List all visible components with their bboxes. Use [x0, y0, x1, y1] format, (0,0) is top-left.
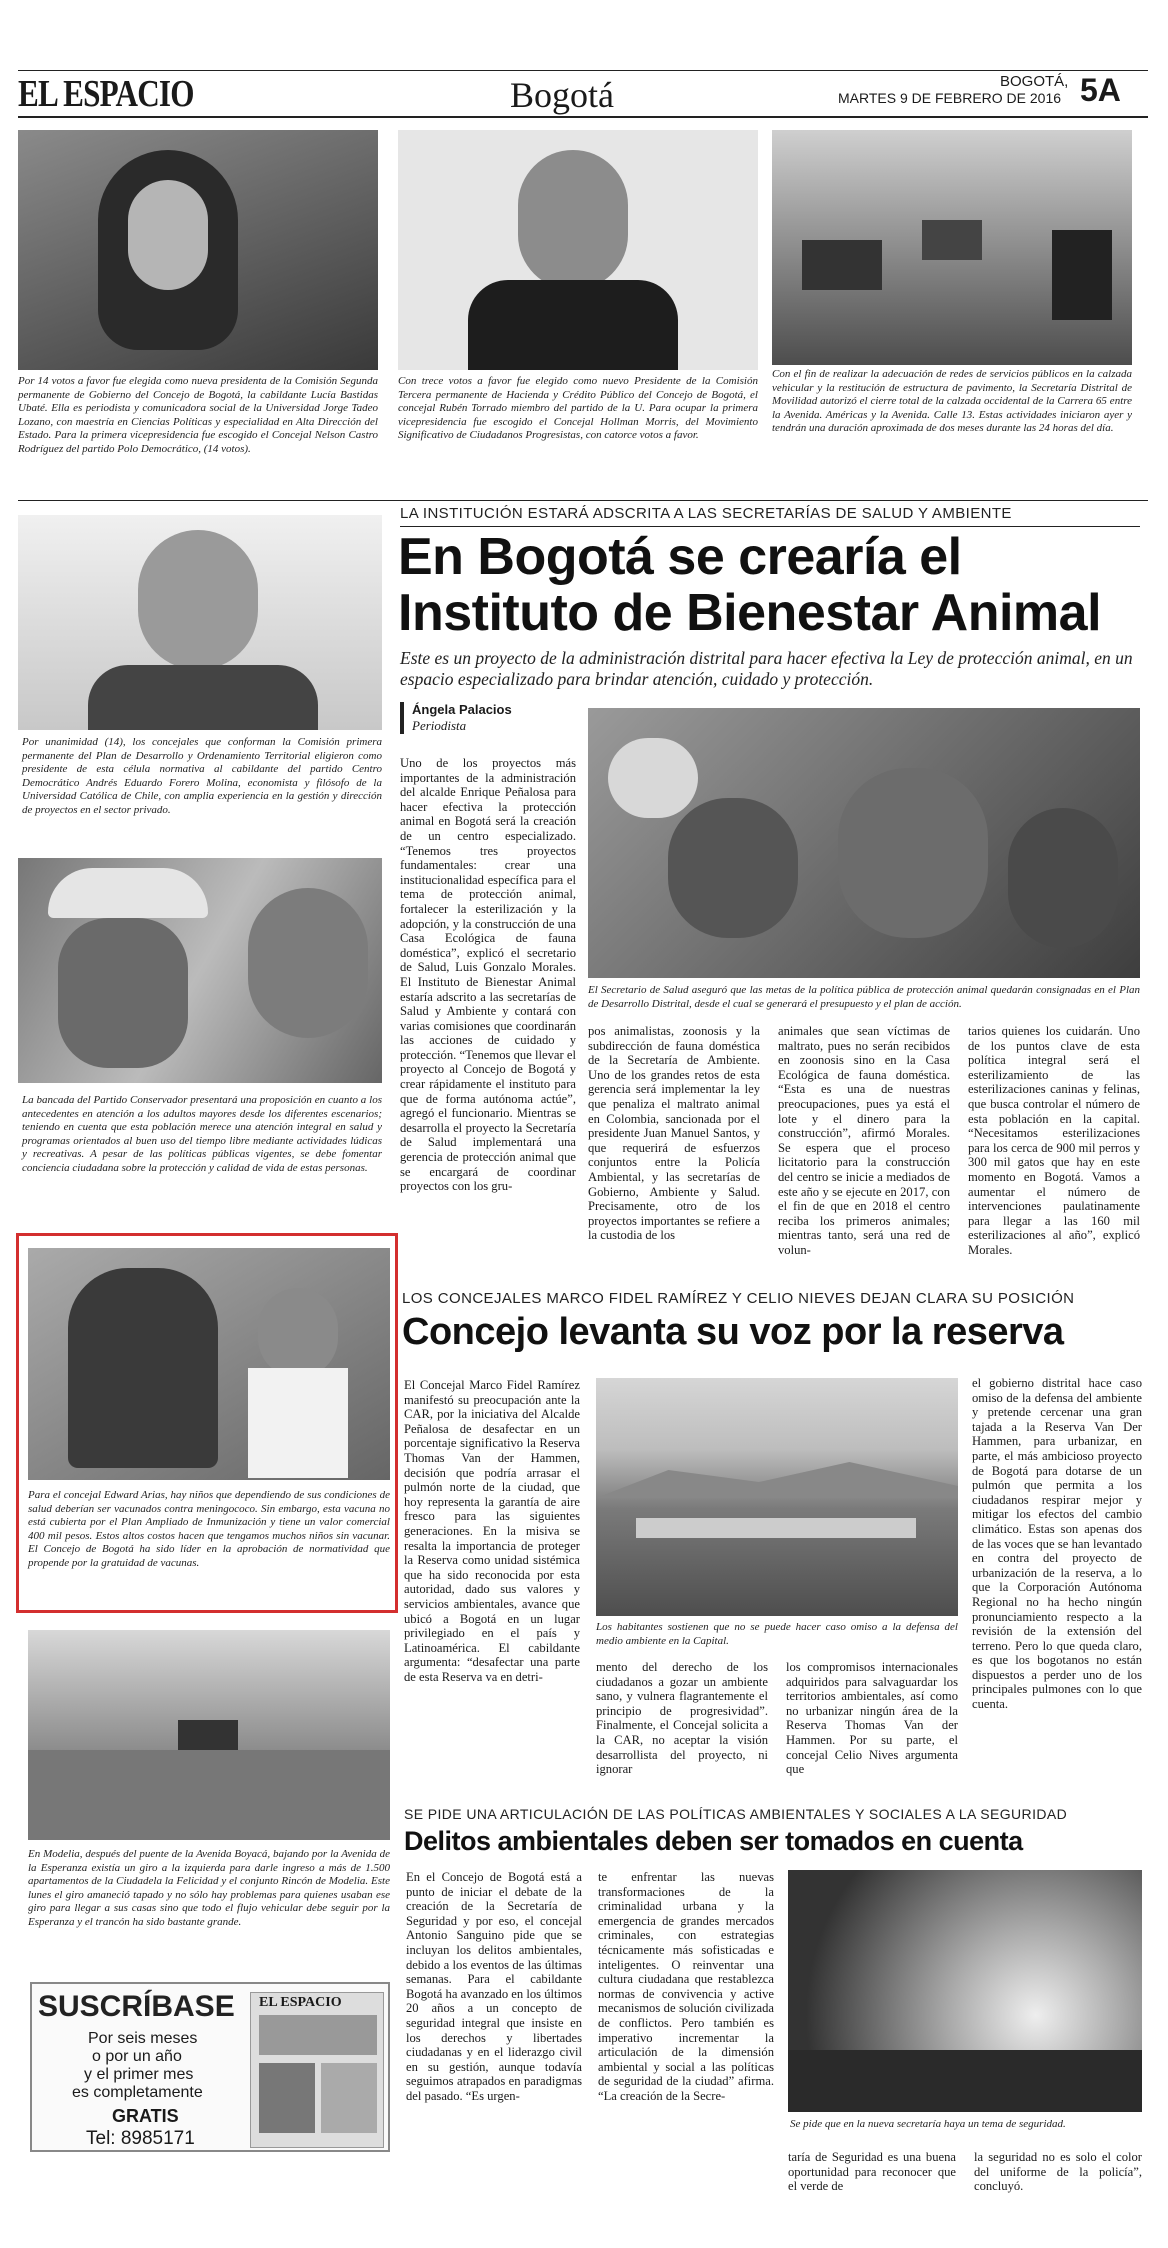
caption-carrera-65: Con el fin de realizar la adecuación de redes de servicios públicos en la calzada vehicular y la restitución de estructura de pavimento, la Secretaría Distrital de Movilidad autorizó el cierre total de la calzada occidental de la Carrera 65 entre la Avenida. Américas y la Avenida. Calle 13. Estas actividades iniciaron ayer y tendrán una duración aproximada de dos meses durante las 24 horas del día.	[772, 368, 1132, 434]
masthead-city: BOGOTÁ,	[1000, 73, 1069, 90]
article1-headline-line1: En Bogotá se crearía el	[398, 528, 962, 586]
article1-deck: Este es un proyecto de la administración distrital para hacer efectiva la Ley de protección animal, en un espacio especializado para brindar atención, cuidado y protección.	[400, 648, 1133, 689]
article1-column2: pos animalistas, zoonosis y la subdirección de fauna doméstica de la Secretaría de Ambiente. Uno de los grandes retos de esta gerencia será implementar la ley que penaliza el maltrato animal en Colombia, sancionada por el presidente Juan Manuel Santos, y que requerirá de esfuerzos conjuntos entre la Policía Ambiental, y las secretarías de Gobierno, Ambiente y Salud. Precisamente, otro de los proyectos importantes se refiere a la custodia de los	[588, 1024, 760, 1243]
masthead-section: Bogotá	[510, 75, 614, 115]
article2-column1: El Concejal Marco Fidel Ramírez manifestó su preocupación ante la CAR, por la iniciativa del Alcalde Peñalosa de desafectar en un porcentaje significativo la Reserva Thomas Van der Hammen, decisión que podría arrasar el pulmón norte de la ciudad, que hoy representa la garantía de aire fresco para las siguientes generaciones. En la misiva se resalta la importancia de proteger la Reserva como unidad sistémica que ha sido reconocida por esta autoridad, dado sus valores y servicios ambientales, avance que ubicó a Bogotá en un lugar privilegiado en el país y Latinoamérica. El cabildante argumenta: “desafectar una parte de esta Reserva va en detri-	[404, 1378, 580, 1684]
ad-phone[interactable]: Tel: 8985171	[86, 2128, 195, 2149]
ad-mini-paper-name: EL ESPACIO	[259, 1995, 342, 2010]
photo-lucia-bastidas	[18, 130, 378, 370]
article1-headline-line2: Instituto de Bienestar Animal	[398, 584, 1102, 642]
article2-headline: Concejo levanta su voz por la reserva	[402, 1311, 1064, 1353]
masthead-paper-name: EL ESPACIO	[18, 73, 194, 115]
caption-ruben-torrado: Con trece votos a favor fue elegido como nuevo Presidente de la Comisión Tercera permanente de Hacienda y Crédito Público del Concejo de Bogotá, el concejal Rubén Torrado miembro del partido de la U. Para ocupar la primera vicepresidencia fue escogido el Concejal Hollman Morris, del Movimiento Significativo de Ciudadanos Progresistas, con catorce votos a favor.	[398, 375, 758, 441]
photo-ruben-torrado	[398, 130, 758, 370]
article1-column3: animales que sean víctimas de maltrato, pues no serán recibidos en zoonosis sino en la Casa Ecológica de fauna doméstica. “Esta es una de nuestras preocupaciones, pues ya está el lote y el dinero para la construcción”, afirmó Morales. Se espera que el proceso licitatorio para la construcción del centro se inicie a mediados de este año y se ejecute en 2017, con el fin de que en 2018 el centro reciba los primeros animales; mientras tanto, será una red de volun-	[778, 1024, 950, 1257]
masthead-date: MARTES 9 DE FEBRERO DE 2016	[838, 90, 1062, 106]
article3-headline: Delitos ambientales deben ser tomados en cuenta	[404, 1826, 1023, 1856]
photo-carrera-65	[772, 130, 1132, 365]
caption-vacunacion: Para el concejal Edward Arias, hay niños que dependiendo de sus condiciones de salud deberían ser vacunados contra meningococo. Sin embargo, esta vacuna no está cubierta por el Plan Ampliado de Inmunización y tiene un valor comercial 400 mil pesos. Estos altos costos hacen que tengamos muchos niños sin vacunar. El Concejo de Bogotá ha sido líder en la aprobación de normatividad que propende por la gratuidad de vacunas.	[28, 1489, 390, 1569]
article3-column2: te enfrentar las nuevas transformaciones de la criminalidad urbana y la emergencia de grandes mercados criminales, con estrategias técnicamente más sofisticadas e inteligentes. O reinventar una cultura ciudadana que restablezca normas de convivencia y active mecanismos de solución civilizada de conflictos. Pero también es imperativo incrementar la articulación de la dimensión ambiental y social a las políticas de seguridad de la ciudad” afirma. “La creación de la Secre-	[598, 1870, 774, 2103]
article3-column4: la seguridad no es solo el color del uniforme de la policía”, concluyó.	[974, 2150, 1142, 2194]
ad-line2: o por un año	[92, 2048, 182, 2065]
caption-lucia-bastidas: Por 14 votos a favor fue elegida como nueva presidenta de la Comisión Segunda permanente de Gobierno del Concejo de Bogotá, la cabildante Lucía Bastidas Ubaté. Ella es periodista y comunicadora social de la Universidad Jorge Tadeo Lozano, con maestría en Ciencias Políticas y especialidad en Alta Dirección del Estado. Para la primera vicepresidencia fue escogido el Concejal Nelson Castro Rodríguez del partido Polo Democrático, (14 votos).	[18, 375, 378, 455]
article1-column1: Uno de los proyectos más importantes de la administración del alcalde Enrique Peñalosa para hacer efectiva la protección animal en Bogotá será la creación de un centro especializado. “Tenemos tres proyectos fundamentales: crear una institucionalidad específica para el tema de protección animal, fortalecer la esterilización y la adopción, y la construcción de una Casa Ecológica de fauna doméstica”, explicó el secretario de Salud, Luis Gonzalo Morales. El Instituto de Bienestar Animal estaría adscrito a las secretarías de Salud y Ambiente y contará con varias comisiones que coordinarán las acciones de cuidado y protección. “Tenemos que llevar el proyecto al Concejo de Bogotá y crear rápidamente el instituto para que de forma autónoma actúe”, agregó el funcionario. Mientras se desarrolla el proyecto la Secretaría de Salud implementará una gerencia de protección animal que se encargará de coordinar proyectos con los gru-	[400, 756, 576, 1194]
photo-adultos-mayores	[18, 858, 382, 1083]
caption-incendio: Se pide que en la nueva secretaría haya un tema de seguridad.	[790, 2118, 1066, 2130]
photo-puppies	[588, 708, 1140, 978]
ad-gratis: GRATIS	[112, 2106, 179, 2126]
article2-column3: los compromisos internacionales adquiridos para salvaguardar los territorios ambientales, así como no urbanizar ningún área de la Reserva Thomas Van der Hammen. Por su parte, el concejal Celio Nives argumenta que	[786, 1660, 958, 1777]
article2-column2: mento del derecho de los ciudadanos a gozar un ambiente sano, y vulnera flagrantemente el principio de progresividad”. Finalmente, el Concejal solicita a la CAR, no aceptar la visión desarrollista del proyecto, ni ignorar	[596, 1660, 768, 1777]
article2-column4: el gobierno distrital hace caso omiso de la defensa del ambiente y pretende cercenar una gran tajada a la Reserva Van Der Hammen, para urbanizar, en parte, el más ambicioso proyecto de Bogotá para dotarse de un pulmón que permita a los ciudadanos respirar mejor y mitigar los efectos del cambio climático. Estas son apenas dos de las voces que se han levantado en contra del proyecto de urbanización de la reserva, a lo que la Corporación Autónoma Regional no ha hecho ningún pronunciamiento respecto a la revisión de la extensión del terreno. Pero lo que queda claro, es que los bogotanos no están dispuestos a perder uno de los principales pulmones con lo que cuenta.	[972, 1376, 1142, 1712]
article1-column4: tarios quienes los cuidarán. Uno de los puntos clave de esta política integral será el esterilizamiento de las esterilizaciones caninas y felinas, que busca controlar el número de esta población en la capital. “Necesitamos esterilizaciones para los cerca de 900 mil perros y 300 mil gatos que hay en este momento en Bogotá. Vamos a aumentar el número de intervenciones paulatinamente para llegar a las 160 mil esterilizaciones al año”, explicó Morales.	[968, 1024, 1140, 1257]
caption-puppies: El Secretario de Salud aseguró que las metas de la política pública de protección animal quedarán consignadas en el Plan de Desarrollo Distrital, desde el cual se generará el presupuesto y el plan de acción.	[588, 984, 1140, 1010]
photo-incendio	[788, 1870, 1142, 2112]
ad-line4: es completamente	[72, 2084, 203, 2101]
article1-kicker: LA INSTITUCIÓN ESTARÁ ADSCRITA A LAS SECRETARÍAS DE SALUD Y AMBIENTE	[400, 505, 1012, 522]
article3-column1: En el Concejo de Bogotá está a punto de iniciar el debate de la creación de la Secretaría de Seguridad y por eso, el concejal Antonio Sanguino pide que se incluyan los delitos ambientales, debido a los eventos de las últimas semanas. Para el cabildante Bogotá ha avanzado en los últimos 20 años a un concepto de seguridad integral que insiste en los derechos y libertades ciudadanas y en el liderazgo civil en su gestión, aunque todavía seguimos atrapados en paradigmas del pasado. “Es urgen-	[406, 1870, 582, 2103]
photo-modelia	[28, 1630, 390, 1840]
photo-vacunacion	[28, 1248, 390, 1480]
article2-kicker: LOS CONCEJALES MARCO FIDEL RAMÍREZ Y CELIO NIEVES DEJAN CLARA SU POSICIÓN	[402, 1290, 1075, 1307]
ad-newspaper-thumbnail	[250, 1992, 384, 2148]
ad-line3: y el primer mes	[84, 2066, 194, 2083]
article1-author-role: Periodista	[412, 718, 467, 733]
ad-line1: Por seis meses	[88, 2030, 198, 2047]
caption-reserva: Los habitantes sostienen que no se puede hacer caso omiso a la defensa del medio ambiente en la Capital.	[596, 1621, 958, 1647]
article1-author: Ángela Palacios	[412, 702, 512, 717]
caption-adultos-mayores: La bancada del Partido Conservador presentará una proposición en cuanto a los antecedentes en atención a los adultos mayores desde los diferentes escenarios; teniendo en cuenta que esta población merece una atención integral en salud y programas orientados al buen uso del tiempo libre mediante actividades lúdicas y recreativas. A pesar de las políticas públicas vigentes, se debe fomentar conciencia ciudadana sobre la protección y calidad de vida de estas personas.	[22, 1094, 382, 1174]
page-number: 5A	[1080, 72, 1121, 108]
photo-reserva	[596, 1378, 958, 1616]
subscription-ad[interactable]	[30, 1982, 390, 2152]
caption-modelia: En Modelia, después del puente de la Avenida Boyacá, bajando por la Avenida de la Esperanza existía un giro a la izquierda para darle ingreso a más de 1.500 apartamentos de la Ciudadela la Felicidad y el conjunto Rincón de Modelia. Este lunes el giro amaneció tapado y no sólo hay problemas para quienes usaban ese giro para llegar a sus casas sino que todo el flujo vehicular debe seguir por la Esperanza y el trancón ha sido bastante grande.	[28, 1848, 390, 1928]
caption-andres-forero: Por unanimidad (14), los concejales que conforman la Comisión primera permanente del Plan de Desarrollo y Ordenamiento Territorial eligieron como presidente de esta célula normativa al cabildante del partido Centro Democrático Andrés Eduardo Forero Molina, economista y filósofo de la Universidad Católica de Chile, con amplia experiencia en la gestión y dirección de proyectos en el sector privado.	[22, 736, 382, 816]
photo-andres-forero	[18, 515, 382, 730]
article3-kicker: SE PIDE UNA ARTICULACIÓN DE LAS POLÍTICAS AMBIENTALES Y SOCIALES A LA SEGURIDAD	[404, 1806, 1068, 1822]
ad-title: SUSCRÍBASE	[38, 1990, 235, 2023]
article3-column3: taría de Seguridad es una buena oportunidad para reconocer que el verde de	[788, 2150, 956, 2194]
